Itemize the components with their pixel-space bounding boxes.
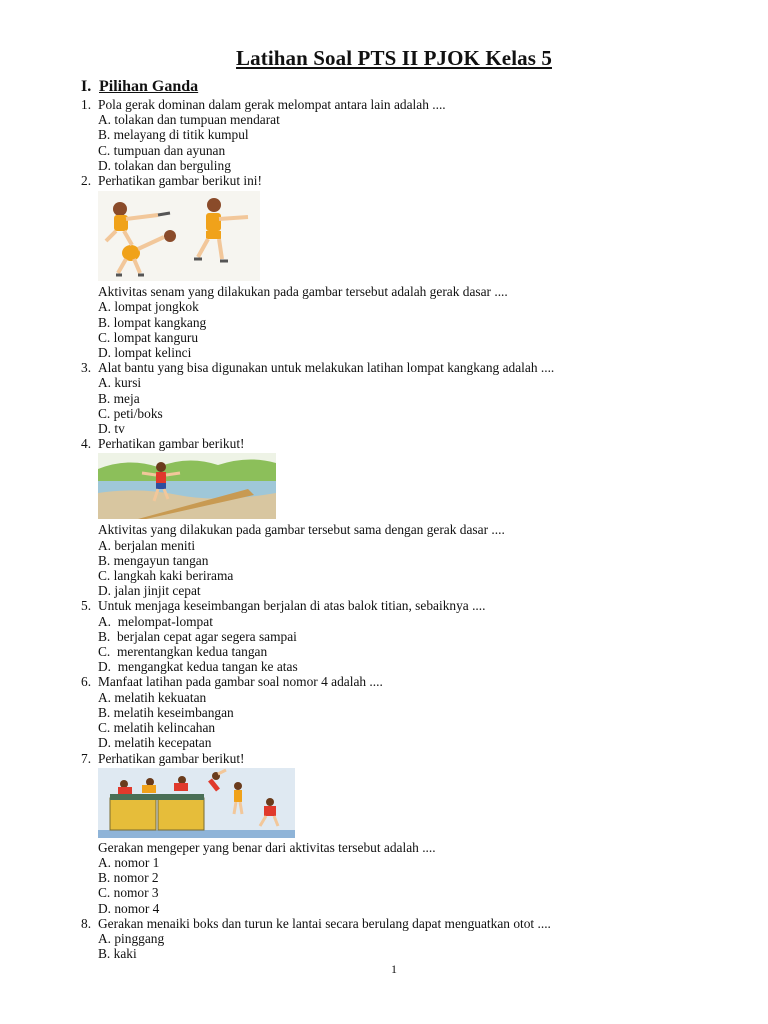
question-text: Perhatikan gambar berikut ini!: [98, 173, 262, 189]
question-number: 2.: [81, 173, 92, 189]
question-number: 8.: [81, 915, 92, 931]
question-text: Alat bantu yang bisa digunakan untuk melakukan latihan lompat kangkang adalah ....: [98, 360, 555, 376]
question-6: [81, 674, 721, 689]
question-text: Perhatikan gambar berikut!: [98, 436, 245, 452]
option: C. lompat kanguru: [98, 329, 199, 345]
question-prompt: Aktivitas senam yang dilakukan pada gambar tersebut adalah gerak dasar ....: [98, 284, 508, 300]
question-4: [81, 436, 721, 451]
option: A. melatih kekuatan: [98, 689, 207, 705]
option: B. kaki: [98, 946, 137, 962]
option: B. mengayun tangan: [98, 552, 209, 568]
option: D. lompat kelinci: [98, 345, 192, 361]
option: C. tumpuan dan ayunan: [98, 142, 226, 158]
option: C. merentangkan kedua tangan: [98, 644, 268, 660]
question-number: 1.: [81, 97, 92, 112]
question-text: Pola gerak dominan dalam gerak melompat antara lain adalah ....: [98, 97, 446, 112]
question-text: Gerakan menaiki boks dan turun ke lantai secara berulang dapat menguatkan otot ....: [98, 915, 551, 931]
option: B. melayang di titik kumpul: [98, 127, 249, 143]
option: A. melompat-lompat: [98, 613, 213, 629]
option: D. tv: [98, 421, 125, 437]
option: A. nomor 1: [98, 854, 160, 870]
question-8: [81, 916, 721, 931]
section-label: Pilihan Ganda: [99, 78, 199, 95]
option: A. berjalan meniti: [98, 537, 196, 553]
section-number: I.: [81, 78, 92, 95]
option: D. nomor 4: [98, 900, 160, 916]
question-1: [81, 97, 721, 112]
option: D. tolakan dan berguling: [98, 157, 231, 173]
question-7: [81, 751, 721, 766]
option: A. kursi: [98, 375, 142, 391]
question-3: [81, 360, 721, 375]
leapfrog-illustration: [98, 191, 260, 281]
option: D. mengangkat kedua tangan ke atas: [98, 659, 298, 675]
option: A. pinggang: [98, 930, 165, 946]
question-number: 6.: [81, 674, 92, 690]
box-jump-illustration: [98, 768, 295, 838]
balance-beam-illustration: [98, 453, 276, 519]
question-text: Manfaat latihan pada gambar soal nomor 4 adalah ....: [98, 674, 383, 690]
option: B. lompat kangkang: [98, 314, 207, 330]
question-number: 7.: [81, 750, 92, 766]
question-prompt: Gerakan mengeper yang benar dari aktivitas tersebut adalah ....: [98, 839, 436, 855]
option: C. melatih kelincahan: [98, 720, 216, 736]
option: D. melatih kecepatan: [98, 735, 212, 751]
section-heading: [81, 78, 198, 96]
option: B. melatih keseimbangan: [98, 704, 234, 720]
question-prompt: Aktivitas yang dilakukan pada gambar tersebut sama dengan gerak dasar ....: [98, 522, 505, 538]
option: D. jalan jinjit cepat: [98, 583, 201, 599]
option: C. langkah kaki berirama: [98, 568, 234, 584]
question-list: [81, 97, 721, 961]
option: A. lompat jongkok: [98, 299, 199, 315]
question-text: Untuk menjaga keseimbangan berjalan di atas balok titian, sebaiknya ....: [98, 598, 486, 614]
option: B. berjalan cepat agar segera sampai: [98, 628, 297, 644]
option: C. peti/boks: [98, 405, 163, 421]
option: B. meja: [98, 390, 140, 406]
question-number: 4.: [81, 436, 92, 452]
option: B. nomor 2: [98, 870, 159, 886]
question-5: [81, 598, 721, 613]
page-title: Latihan Soal PTS II PJOK Kelas 5: [236, 46, 552, 70]
option: A. tolakan dan tumpuan mendarat: [98, 112, 280, 128]
question-number: 5.: [81, 598, 92, 614]
question-number: 3.: [81, 360, 92, 376]
question-text: Perhatikan gambar berikut!: [98, 750, 245, 766]
page-number: 1: [391, 962, 397, 976]
option: C. nomor 3: [98, 885, 159, 901]
question-2: [81, 173, 721, 188]
